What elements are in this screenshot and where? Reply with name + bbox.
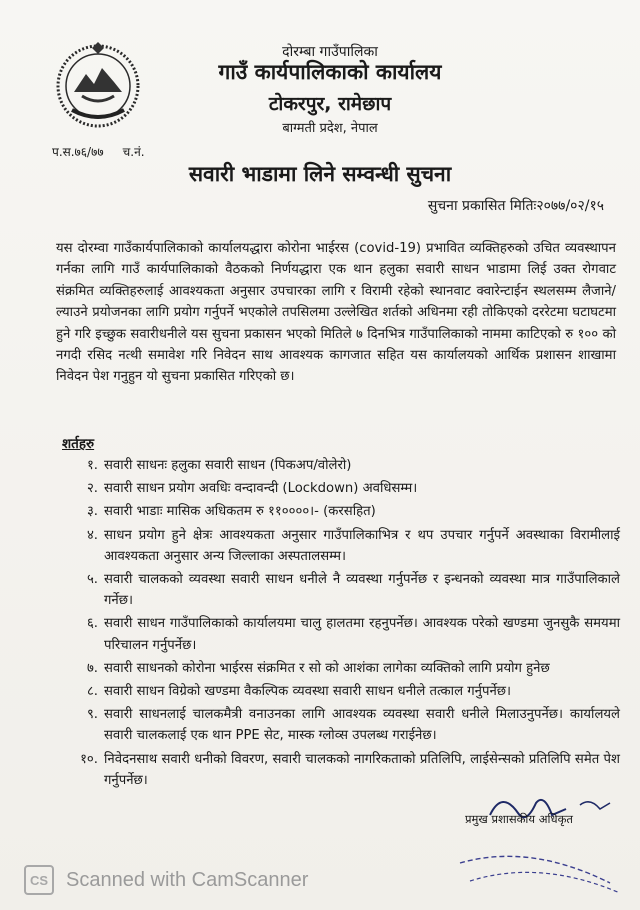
- condition-item: [60, 501, 620, 522]
- province-name: बाग्मती प्रदेश, नेपाल: [282, 121, 378, 136]
- condition-text: सवारी साधनः हलुका सवारी साधन (पिकअप/वोलेरो): [104, 458, 352, 473]
- condition-number: ७.: [86, 660, 98, 676]
- conditions-heading: शर्तहरु: [62, 436, 95, 452]
- reference-line: [52, 143, 145, 160]
- fiscal-year: प.स.७६/७७: [52, 145, 104, 159]
- condition-number: १०.: [80, 751, 98, 767]
- condition-number: २.: [86, 481, 98, 497]
- condition-text: सवारी साधनको कोरोना भाईरस संक्रमित र सो को आशंका लागेका व्यक्तिको लागि प्रयोग हुनेछ: [104, 660, 550, 676]
- letter-number: च.नं.: [122, 145, 145, 159]
- condition-item: [60, 569, 620, 611]
- scanner-watermark: [0, 850, 640, 910]
- condition-number: ५.: [86, 572, 98, 588]
- condition-number: ४.: [86, 527, 98, 543]
- condition-item: [60, 681, 620, 702]
- scanner-text: Scanned with CamScanner: [66, 868, 309, 891]
- condition-text: सवारी भाडाः मासिक अधिकतम रु ११००००।- (करसहित): [104, 504, 376, 520]
- conditions-list: [60, 455, 620, 793]
- condition-text: सवारी साधन गाउँपालिकाको कार्यालयमा चालु हालतमा रहनुपर्नेछ। आवश्यक परेको खण्डमा जुनसुकै समयमा परिचालन गर्नुपर्नेछ।: [104, 616, 620, 653]
- condition-item: [60, 455, 620, 476]
- condition-text: सवारी साधन विग्रेको खण्डमा वैकल्पिक व्यवस्था सवारी साधन धनीले तत्काल गर्नुपर्नेछ।: [104, 684, 512, 700]
- condition-number: १.: [86, 458, 98, 473]
- condition-item: [60, 658, 620, 679]
- office-name: गाउँ कार्यपालिकाको कार्यालय: [218, 60, 442, 84]
- condition-text: निवेदनसाथ सवारी धनीको विवरण, सवारी चालकको नागरिकताको प्रतिलिपि, लाईसेन्सको प्रतिलिपि समेत पेश गर्नुपर्नेछ।: [104, 751, 620, 788]
- camscanner-logo-icon: CS: [24, 865, 54, 895]
- condition-item: [60, 525, 620, 567]
- condition-number: ३.: [86, 504, 98, 520]
- condition-number: ६.: [86, 616, 98, 632]
- municipality-name: दोरम्बा गाउँपालिका: [282, 44, 378, 60]
- condition-item: [60, 478, 620, 499]
- condition-text: सवारी साधन प्रयोग अवधिः वन्दावन्दी (Lockdown) अवधिसम्म।: [104, 481, 418, 497]
- condition-text: साधन प्रयोग हुने क्षेत्रः आवश्यकता अनुसार गाउँपालिकाभित्र र थप उपचार गर्नुपर्ने अवस्थाका विरामीलाई आवश्यकता अनुसार अन्य जिल्लाका अस्पतालसम्म।: [104, 527, 620, 564]
- notice-title: सवारी भाडामा लिने सम्वन्धी सुचना: [188, 162, 452, 186]
- condition-text: सवारी चालकको व्यवस्था सवारी साधन धनीले नै व्यवस्था गर्नुपर्नेछ र इन्धनको व्यवस्था मात्र गाउँपालिकाले गर्नेछ।: [104, 572, 620, 609]
- condition-text: सवारी साधनलाई चालकमैत्री वनाउनका लागि आवश्यक व्यवस्था सवारी धनीले मिलाउनुपर्नेछ। कार्यालयले सवारी चालकलाई एक थान PPE सेट, मास्क ग्लोव्स उपलब्ध गराईनेछ।: [104, 707, 620, 744]
- published-date: सुचना प्रकासित मितिः२०७७/०२/१५: [427, 198, 604, 214]
- condition-number: ८.: [86, 684, 98, 700]
- signatory-title: प्रमुख प्रशासकीय अधिकृत: [465, 812, 573, 826]
- condition-item: [60, 613, 620, 655]
- notice-body: यस दोरम्वा गाउँकार्यपालिकाको कार्यालयद्धारा कोरोना भाईरस (covid-19) प्रभावित व्यक्तिहरुको उचित व्यवस्थापन गर्नका लागि गाउँ कार्यपालिकाको वैठकको निर्णयद्धारा एक थान हलुका सवारी साधन भाडामा लिई उक्त रोगवाट संक्रमित व्यक्तिहरुलाई आवश्यकता अनुसार उपचारका लागि र विरामी रहेको स्थानवाट क्वारेन्टाईन स्थलसम्म लैजाने/ल्याउने प्रयोजनका लागि प्रयोग गर्नुपर्ने भएकोले तपसिलमा उल्लेखित शर्तको अधिनमा रही तोकिएको दररेटमा घटाघटमा हुने गरि इच्छुक सवारीधनीले यस सुचना प्रकासन भएको मितिले ७ दिनभित्र गाउँपालिकाको नाममा काटिएको रु १०० को नगदी रसिद नत्थी समावेश गरि निवेदन साथ आवश्यक कागजात सहित यस कार्यालयको आर्थिक प्रशासन शाखामा निवेदन पेश गनुहुन यो सुचना प्रकासित गरिएको छ।: [56, 241, 616, 385]
- condition-number: ९.: [86, 707, 98, 723]
- condition-item: [60, 704, 620, 746]
- nepal-emblem-icon: [52, 40, 144, 130]
- office-location: टोकरपुर, रामेछाप: [268, 93, 392, 115]
